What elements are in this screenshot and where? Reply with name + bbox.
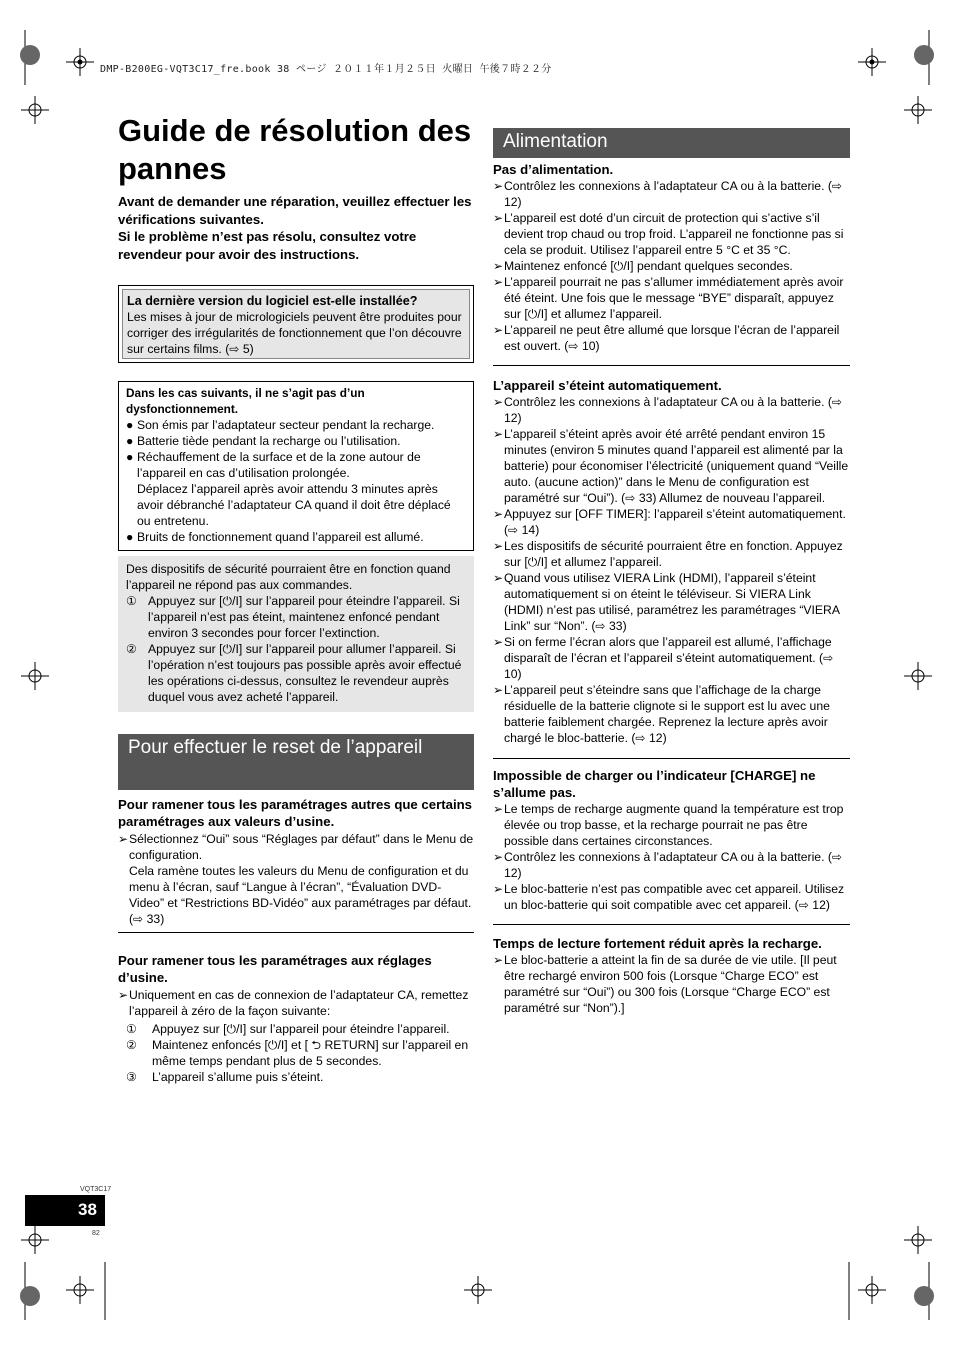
safety-intro: Des dispositifs de sécurité pourraient être en fonction quand l’appareil ne répond pas aux commandes.: [126, 562, 451, 592]
list-item: ➢ Quand vous utilisez VIERA Link (HDMI), l’appareil s’éteint automatiquement si on éteint le téléviseur. Si VIERA Link (HDMI) n’est pas utilisé, paramétrez les paramétrages “VIERA Link” sur “Non”. (⇨ 33): [493, 571, 840, 633]
arrow-bullet-icon: ➢: [118, 832, 129, 846]
issue-heading: Temps de lecture fortement réduit après la recharge.: [493, 936, 822, 951]
reset-step: ① Appuyez sur [⏻/I] sur l’appareil pour éteindre l’appareil.: [126, 1022, 450, 1036]
page-title: Guide de résolution des pannes: [118, 113, 472, 186]
not-malfunction-box: [118, 381, 474, 551]
list-item: ➢ Sélectionnez “Oui” sous “Réglages par défaut” dans le Menu de configuration.: [118, 832, 474, 862]
list-item: ➢ L’appareil s’éteint après avoir été arrêté pendant environ 15 minutes (environ 5 minutes quand l’appareil est alimenté par la batterie) pour économiser l’électricité (uniquement quand “Veille auto. (aucune action)” dans le Menu de configuration est paramétré sur “Oui”). (⇨ 33) Allumez de nouveau l’appareil.: [493, 427, 849, 505]
list-item: ➢ L’appareil peut s’éteindre sans que l’affichage de la charge résiduelle de la batterie clignote si le support est lu avec une batterie faiblement chargée. Reprenez la lecture après avoir chargé le bloc-batterie. (⇨ 12): [493, 683, 830, 745]
reset-section-body: [118, 796, 476, 1085]
arrow-bullet-icon: ➢: [493, 507, 504, 521]
reset-block1-note: Cela ramène toutes les valeurs du Menu de configuration et du menu à l’écran, sauf “Langue à l’écran”, “Évaluation DVD-Video” et “Restrictions BD-Vidéo” aux paramétrages par défaut. (⇨ 33): [129, 864, 472, 926]
list-item: ➢ Contrôlez les connexions à l’adaptateur CA ou à la batterie. (⇨ 12): [493, 179, 843, 209]
arrow-bullet-icon: ➢: [493, 323, 504, 337]
document-code: VQT3C17: [80, 1186, 112, 1193]
arrow-bullet-icon: ➢: [493, 683, 504, 697]
list-item: ➢ Le temps de recharge augmente quand la température est trop élevée ou trop basse, et la recharge pourrait ne pas être possible dans certaines circonstances.: [493, 802, 844, 848]
secondary-page-number: 82: [92, 1230, 100, 1237]
arrow-bullet-icon: ➢: [493, 259, 504, 273]
list-item: ➢ Les dispositifs de sécurité pourraient être en fonction. Appuyez sur [⏻/I] et allumez l’appareil.: [493, 539, 843, 569]
bullet-icon: ●: [126, 434, 134, 448]
list-item: ➢ Uniquement en cas de connexion de l’adaptateur CA, remettez l’appareil à zéro de la façon suivante:: [118, 988, 469, 1018]
list-item: ● Son émis par l’adaptateur secteur pendant la recharge.: [126, 418, 435, 432]
reset-step: ③ L’appareil s’allume puis s’éteint.: [126, 1070, 324, 1084]
safety-step: ② Appuyez sur [⏻/I] sur l’appareil pour allumer l’appareil. Si l’opération n’est toujours pas possible après avoir effectué les opérations ci-dessus, consultez le revendeur auprès duquel vous avez acheté l’appareil.: [126, 642, 462, 704]
list-item: ➢ Le bloc-batterie n’est pas compatible avec cet appareil. Utilisez un bloc-batterie qui soit compatible avec cet appareil. (⇨ 12): [493, 882, 845, 912]
bullet-icon: ●: [126, 530, 134, 544]
list-item: ➢ Contrôlez les connexions à l’adaptateur CA ou à la batterie. (⇨ 12): [493, 850, 843, 880]
issue-heading: L’appareil s’éteint automatiquement.: [493, 378, 722, 393]
arrow-bullet-icon: ➢: [493, 850, 504, 864]
list-item: ● Batterie tiède pendant la recharge ou l’utilisation.: [126, 434, 401, 448]
bullet-icon: ●: [126, 450, 134, 464]
list-item: ➢ Si on ferme l’écran alors que l’appareil est allumé, l’affichage disparaît de l’écran et l’appareil s’éteint automatiquement. (⇨ 10): [493, 635, 834, 681]
divider: [493, 758, 850, 759]
page-number: 38: [78, 1200, 97, 1219]
reset-block1-heading: Pour ramener tous les paramétrages autres que certains paramétrages aux valeurs d’usine.: [118, 797, 473, 829]
issue-heading: Pas d’alimentation.: [493, 162, 614, 177]
not-malfunction-heading: Dans les cas suivants, il ne s’agit pas d’un dysfonctionnement.: [126, 386, 365, 416]
arrow-bullet-icon: ➢: [493, 802, 504, 816]
arrow-bullet-icon: ➢: [493, 211, 504, 225]
arrow-bullet-icon: ➢: [493, 427, 504, 441]
arrow-bullet-icon: ➢: [493, 179, 504, 193]
divider: [493, 365, 850, 366]
firmware-box-body: Les mises à jour de micrologiciels peuvent être produites pour corriger des irrégularités de fonctionnement que l’on découvre sur certains films. (⇨ 5): [127, 310, 462, 356]
arrow-bullet-icon: ➢: [493, 395, 504, 409]
not-malfunction-note: Déplacez l’appareil après avoir attendu 3 minutes après avoir débranché l’adaptateur CA quand il doit être déplacé ou entretenu.: [137, 482, 451, 528]
list-item: ● Bruits de fonctionnement quand l’appareil est allumé.: [126, 530, 424, 544]
issue-heading: Impossible de charger ou l’indicateur [CHARGE] ne s’allume pas.: [493, 768, 816, 800]
list-item: ● Réchauffement de la surface et de la zone autour de l’appareil en cas d’utilisation prolongée.: [126, 450, 421, 480]
safety-step: ① Appuyez sur [⏻/I] sur l’appareil pour éteindre l’appareil. Si l’appareil n’est pas éteint, maintenez enfoncé pendant environ 3 secondes pour forcer l’extinction.: [126, 594, 460, 640]
divider: [493, 924, 850, 925]
list-item: ➢ L’appareil pourrait ne pas s’allumer immédiatement après avoir été éteint. Une fois que le message “BYE” disparaît, appuyez sur [⏻/I] et allumez l’appareil.: [493, 275, 844, 321]
divider: [118, 932, 474, 933]
intro-line: Si le problème n’est pas résolu, consultez votre revendeur pour avoir des instructions.: [118, 229, 417, 262]
firmware-box: [118, 285, 474, 363]
print-header-line: DMP-B200EG-VQT3C17_fre.book 38 ページ ２０１１年１月２５日 火曜日 午後７時２２分: [100, 64, 552, 75]
firmware-box-heading: La dernière version du logiciel est-elle installée?: [127, 294, 418, 308]
arrow-bullet-icon: ➢: [493, 953, 504, 967]
arrow-bullet-icon: ➢: [493, 571, 504, 585]
intro-line: Avant de demander une réparation, veuillez effectuer les vérifications suivantes.: [118, 194, 472, 227]
list-item: ➢ L’appareil est doté d’un circuit de protection qui s’active s’il devient trop chaud ou trop froid. L’appareil ne fonctionne pas si cela se produit. Utilisez l’appareil entre 5 °C et 35 °C.: [493, 211, 844, 257]
reset-section-title: Pour effectuer le reset de l’appareil: [118, 734, 474, 790]
arrow-bullet-icon: ➢: [493, 882, 504, 896]
bullet-icon: ●: [126, 418, 134, 432]
list-item: ➢ Contrôlez les connexions à l’adaptateur CA ou à la batterie. (⇨ 12): [493, 395, 843, 425]
reset-step: ② Maintenez enfoncés [⏻/I] et [ ⮌ RETURN] sur l’appareil en même temps pendant plus de 5 secondes.: [126, 1038, 469, 1068]
intro-text: [118, 193, 474, 263]
arrow-bullet-icon: ➢: [493, 275, 504, 289]
arrow-bullet-icon: ➢: [118, 988, 129, 1002]
alimentation-section-title: Alimentation: [493, 128, 850, 158]
list-item: ➢ L’appareil ne peut être allumé que lorsque l’écran de l’appareil est ouvert. (⇨ 10): [493, 323, 840, 353]
safety-box: [118, 556, 474, 712]
arrow-bullet-icon: ➢: [493, 635, 504, 649]
list-item: ➢ Le bloc-batterie a atteint la fin de sa durée de vie utile. [Il peut être rechargé environ 500 fois (Lorsque “Charge ECO” est paramétré sur “Oui”) ou 300 fois (Lorsque “Charge ECO” est paramétré sur “Non”).]: [493, 953, 837, 1015]
list-item: ➢ Maintenez enfoncé [⏻/I] pendant quelques secondes.: [493, 259, 793, 273]
list-item: ➢ Appuyez sur [OFF TIMER]: l’appareil s’éteint automatiquement. (⇨ 14): [493, 507, 846, 537]
arrow-bullet-icon: ➢: [493, 539, 504, 553]
alimentation-section-body: [493, 161, 850, 1016]
reset-block2-heading: Pour ramener tous les paramétrages aux réglages d’usine.: [118, 953, 432, 985]
